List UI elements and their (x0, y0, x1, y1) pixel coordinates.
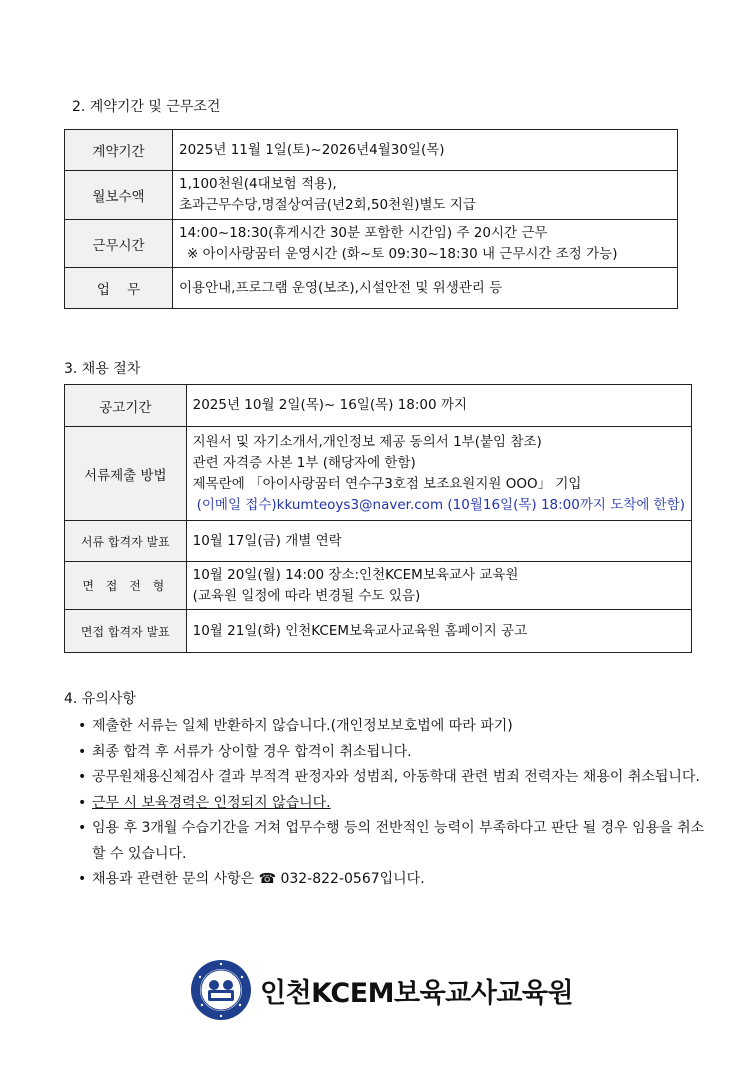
row-value (186, 427, 691, 521)
list-item: • 임용 후 3개월 수습기간을 거쳐 업무수행 등의 전반적인 능력이 부족하다고 판단 될 경우 임용을 취소할 수 있습니다. (78, 816, 706, 867)
row-value (173, 268, 678, 309)
section4-title: 4. 유의사항 (64, 691, 136, 707)
list-item: • 제출한 서류는 일체 반환하지 않습니다.(개인정보보호법에 따라 파기) (78, 714, 706, 740)
table-row (65, 521, 692, 562)
row-head: 면접 합격자 발표 (65, 610, 187, 653)
list-item (78, 791, 706, 817)
row-head: 서류 합격자 발표 (65, 521, 187, 562)
table-row (65, 268, 678, 309)
row-line: 2025년 11월 1일(토)~2026년4월30일(목) (179, 141, 445, 158)
row-value (173, 220, 678, 268)
row-line: 관련 자격증 사본 1부 (해당자에 한함) (192, 454, 416, 471)
row-value (186, 385, 691, 427)
row-line: (교육원 일정에 따라 변경될 수도 있음) (192, 587, 421, 604)
list-item: • 채용과 관련한 문의 사항은 ☎ 032-822-0567입니다. (78, 867, 706, 893)
list-item: • 공무원채용신체검사 결과 부적격 판정자와 성범죄, 아동학대 관련 범죄 전력자는 채용이 취소됩니다. (78, 765, 706, 791)
row-line: 14:00~18:30(휴게시간 30분 포함한 시간임) 주 20시간 근무 (179, 224, 548, 241)
career-note: 근무 시 보육경력은 인정되지 않습니다. (92, 794, 331, 811)
notes-list (78, 714, 706, 893)
list-item: • 최종 합격 후 서류가 상이할 경우 합격이 취소됩니다. (78, 740, 706, 766)
contract-conditions-table (64, 129, 678, 309)
row-line: ※ 아이사랑꿈터 운영시간 (화~토 09:30~18:30 내 근무시간 조정 가능) (187, 245, 618, 262)
row-value (186, 521, 691, 562)
row-line: 1,100천원(4대보험 적용), (179, 176, 337, 192)
row-head: 서류제출 방법 (65, 427, 187, 521)
section3-title: 3. 채용 절차 (64, 361, 141, 377)
section2-title: 2. 계약기간 및 근무조건 (72, 99, 221, 115)
row-head: 업 무 (65, 268, 173, 309)
row-line: 지원서 및 자기소개서,개인정보 제공 동의서 1부(붙임 참조) (192, 433, 542, 450)
row-head: 공고기간 (65, 385, 187, 427)
row-value (173, 130, 678, 171)
table-row (65, 171, 678, 220)
row-line: 초과근무수당,명절상여금(년2회,50천원)별도 지급 (179, 197, 476, 213)
table-row (65, 610, 692, 653)
email-submission-line: (이메일 접수)kkumteoys3@naver.com (10월16일(목) 18:00까지 도착에 한함) (196, 496, 685, 513)
row-head: 근무시간 (65, 220, 173, 268)
row-line: 10월 21일(화) 인천KCEM보육교사교육원 홈페이지 공고 (192, 622, 528, 639)
row-line: 10월 20일(월) 14:00 장소:인천KCEM보육교사 교육원 (192, 566, 519, 583)
row-line: 10월 17일(금) 개별 연락 (192, 532, 342, 549)
org-name: 인천KCEM보육교사교육원 (260, 977, 574, 1009)
table-row (65, 427, 692, 521)
footer-brand (190, 960, 580, 1020)
row-value (173, 171, 678, 220)
kcem-emblem-icon (190, 959, 252, 1021)
table-row (65, 130, 678, 171)
hiring-process-table (64, 384, 692, 653)
table-row (65, 385, 692, 427)
row-line: 이용안내,프로그램 운영(보조),시설안전 및 위생관리 등 (179, 279, 503, 296)
table-row (65, 220, 678, 268)
row-head: 월보수액 (65, 171, 173, 220)
row-line: 제목란에 「아이사랑꿈터 연수구3호점 보조요원지원 OOO」 기입 (192, 475, 582, 492)
row-value (186, 610, 691, 653)
row-value (186, 562, 691, 610)
row-line: 2025년 10월 2일(목)~ 16일(목) 18:00 까지 (192, 397, 467, 413)
row-head: 계약기간 (65, 130, 173, 171)
row-head: 면 접 전 형 (65, 562, 187, 610)
table-row (65, 562, 692, 610)
